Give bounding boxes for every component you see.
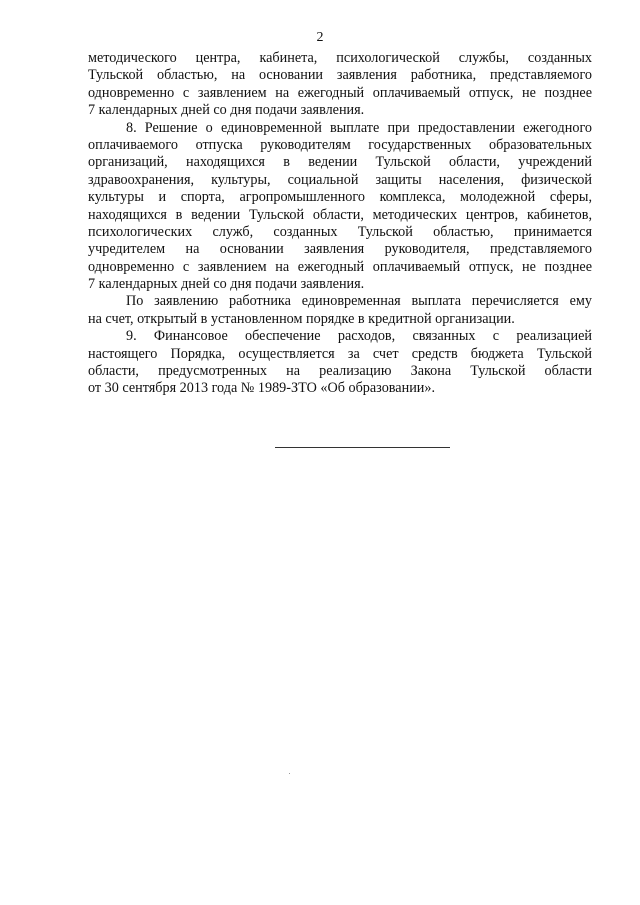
text-line: находящихся в ведении Тульской области, методических центров, кабинетов, xyxy=(88,206,592,223)
paragraph-payment-transfer xyxy=(88,293,592,328)
text-line: настоящего Порядка, осуществляется за счет средств бюджета Тульской xyxy=(88,345,592,362)
text-line: Тульской областью, на основании заявления работника, представляемого xyxy=(88,67,592,84)
text-line: организаций, находящихся в ведении Тульской области, учреждений xyxy=(88,154,592,171)
text-line: на счет, открытый в установленном порядке в кредитной организации. xyxy=(88,310,515,327)
text-line: одновременно с заявлением на ежегодный оплачиваемый отпуск, не позднее xyxy=(88,84,592,101)
paragraph-item-8 xyxy=(88,120,592,294)
scan-speck xyxy=(289,773,290,774)
text-line: 8. Решение о единовременной выплате при предоставлении ежегодного xyxy=(126,119,592,136)
text-line: оплачиваемого отпуска руководителям государственных образовательных xyxy=(88,136,592,153)
end-separator-line xyxy=(275,447,450,448)
text-line: здравоохранения, культуры, социальной защиты населения, физической xyxy=(88,171,592,188)
text-line: По заявлению работника единовременная выплата перечисляется ему xyxy=(126,293,592,310)
paragraph-item-9 xyxy=(88,328,592,398)
text-line: 9. Финансовое обеспечение расходов, связанных с реализацией xyxy=(126,328,592,345)
page-number: 2 xyxy=(316,30,324,45)
text-line: от 30 сентября 2013 года № 1989-ЗТО «Об образовании». xyxy=(88,380,436,397)
text-line: учредителем на основании заявления руководителя, представляемого xyxy=(88,241,592,258)
text-line: методического центра, кабинета, психологической службы, созданных xyxy=(88,50,592,66)
text-line: одновременно с заявлением на ежегодный оплачиваемый отпуск, не позднее xyxy=(88,258,592,275)
text-line: 7 календарных дней со дня подачи заявления. xyxy=(88,276,365,293)
text-line: области, предусмотренных на реализацию Закона Тульской области xyxy=(88,363,592,380)
document-body xyxy=(88,50,592,398)
text-line: 7 календарных дней со дня подачи заявления. xyxy=(88,102,365,119)
text-line: психологических служб, созданных Тульской областью, принимается xyxy=(88,223,592,240)
paragraph-item-7-continuation xyxy=(88,50,592,120)
text-line: культуры и спорта, агропромышленного комплекса, молодежной сферы, xyxy=(88,189,592,206)
